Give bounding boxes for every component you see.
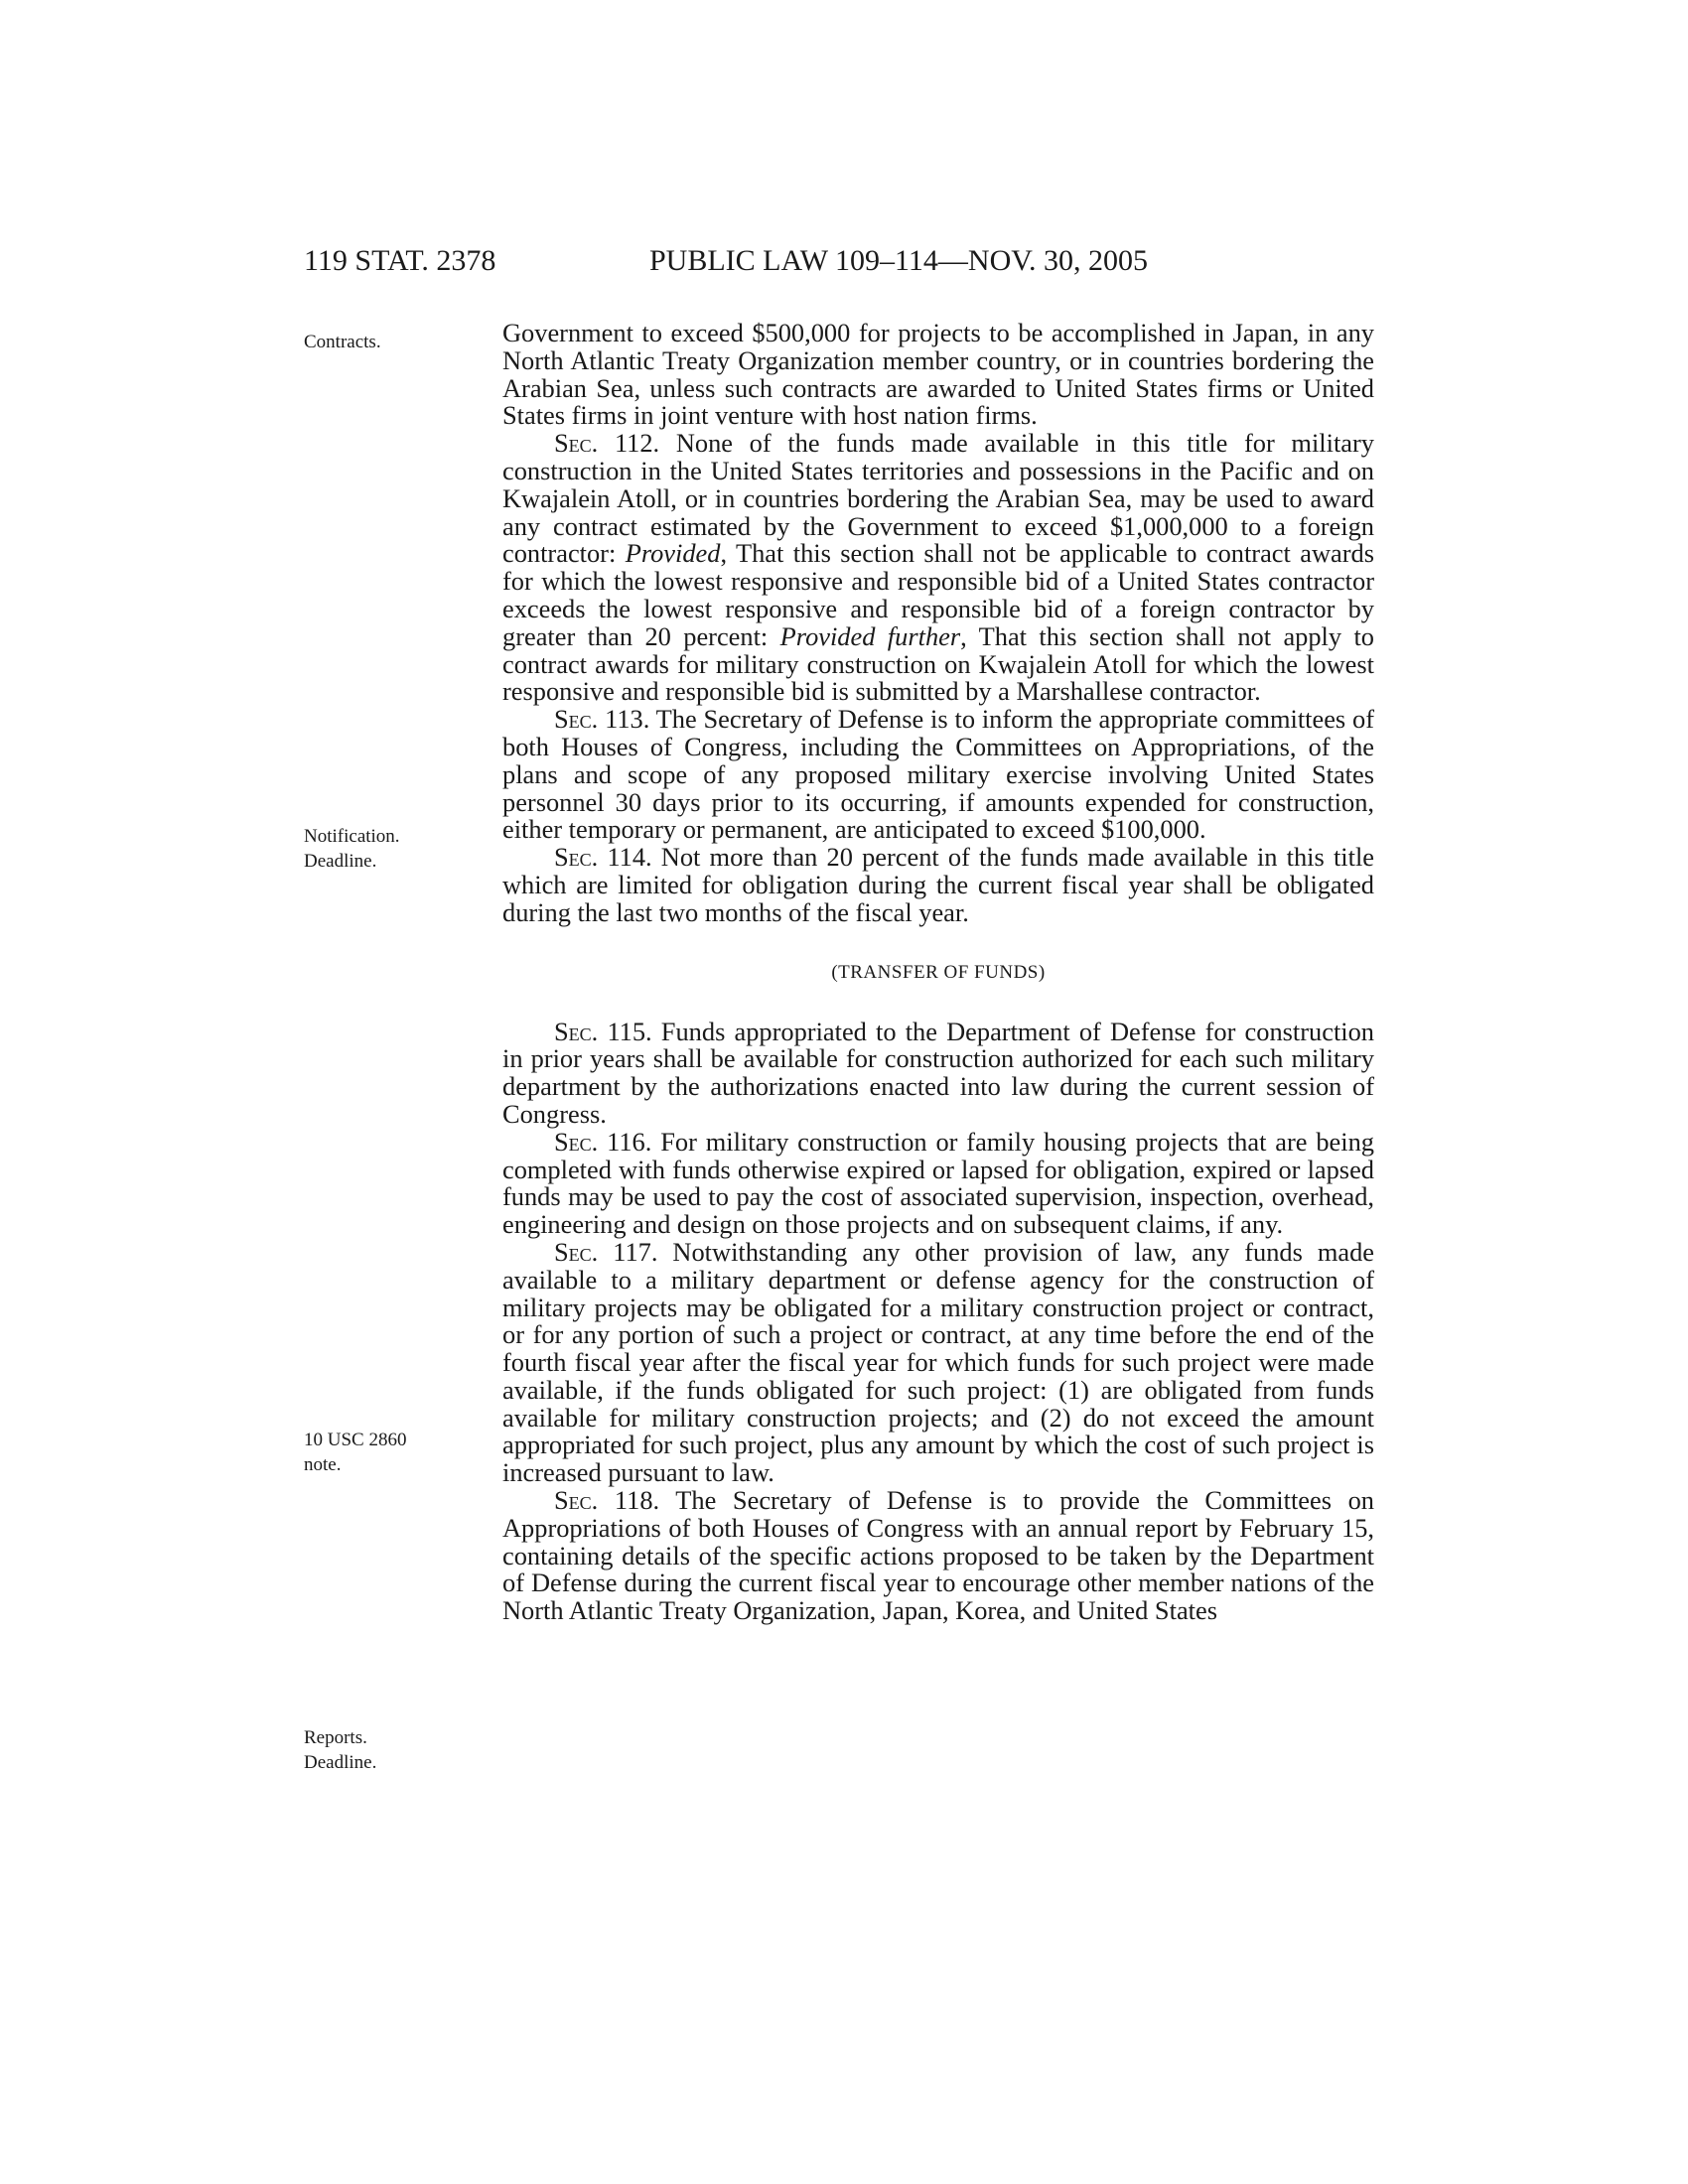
section-label: Sec. — [554, 428, 599, 459]
section-text: 118. The Secretary of Defense is to provide the Committees on Appropriations of both Houses of Congress with an annual report by February 15, containing details of the specific actions proposed to be taken by the Department of Defense during the current fiscal year to encourage other member nations of the North Atlantic Treaty Organization, Japan, Korea, and United States — [502, 1485, 1374, 1626]
margin-note-text: Reports. — [304, 1727, 367, 1748]
margin-note-contracts — [304, 330, 463, 354]
public-law-citation: PUBLIC LAW 109–114—NOV. 30, 2005 — [649, 244, 1149, 277]
section-label: Sec. — [554, 1126, 599, 1157]
section-text: None of the funds made available in this title for military construction in the United States territories and possessions in the Pacific and on Kwajalein Atoll, or in countries bordering the Arabian Sea, may be used to award any contract estimated by the Government to exceed $1,000,000 to a foreign contractor: — [502, 428, 1374, 569]
transfer-of-funds-heading: (TRANSFER OF FUNDS) — [831, 961, 1046, 983]
margin-note-text: Deadline. — [304, 1752, 377, 1773]
section-text: 117. Notwithstanding any other provision of law, any funds made available to a military department or defense agency for the construction of military projects may be obligated for a military construction project or contract, or for any portion of such a project or contract, at any time before the end of the fourth fiscal year after the fiscal year for which funds for such project were made available, if the funds obligated for such project: (1) are obligated from funds available for military construction projects; and (2) do not exceed the amount appropriated for such project, plus any amount by which the cost of such project is increased pursuant to law. — [502, 1236, 1374, 1488]
margin-note-text: 10 USC 2860 — [304, 1430, 407, 1450]
section-text: , That this section shall not be applicable to contract awards for which the lowest responsive and responsible bid of a United States contractor exceeds the lowest responsive and responsible bid of a foreign contractor by greater than 20 percent: — [502, 538, 1374, 651]
margin-note-notification-deadline — [304, 824, 463, 874]
margin-note-text: Contracts. — [304, 332, 381, 352]
proviso-term: Provided further — [779, 620, 961, 651]
section-text: 115. Funds appropriated to the Department of Defense for construction in prior years shall be available for construction authorized for each such military department by the authorizations enacted into law during the current session of Congress. — [502, 1016, 1374, 1129]
section-112 — [502, 430, 1374, 706]
section-114 — [502, 844, 1374, 926]
continued-paragraph: Government to exceed $500,000 for projects to be accomplished in Japan, in any North Atlantic Treaty Organization member country, or in countries bordering the Arabian Sea, unless such contracts are awarded to United States firms or United States firms in joint venture with host nation firms. — [502, 318, 1374, 431]
margin-note-text: Notification. — [304, 826, 400, 847]
section-text: , That this section shall not apply to contract awards for military construction on Kwajalein Atoll for which the lowest responsive and responsible bid is submitted by a Marshallese contractor. — [502, 620, 1374, 707]
margin-note-text: note. — [304, 1454, 342, 1475]
section-118 — [502, 1487, 1374, 1625]
section-label: Sec. — [554, 842, 599, 873]
section-115 — [502, 1016, 1374, 1129]
section-text: 113. The Secretary of Defense is to inform the appropriate committees of both Houses of Congress, including the Committees on Appropriations, of the plans and scope of any proposed military exercise involving United States personnel 30 days prior to its occurring, if amounts expended for construction, either temporary or permanent, are anticipated to exceed $100,000. — [502, 704, 1374, 845]
section-label: Sec. — [554, 1485, 599, 1516]
margin-note-usc-citation — [304, 1428, 463, 1477]
proviso-term: Provided — [625, 538, 721, 569]
section-116 — [502, 1126, 1374, 1240]
statute-body — [502, 320, 1374, 1625]
margin-note-reports-deadline — [304, 1725, 463, 1775]
section-113 — [502, 706, 1374, 844]
margin-note-text: Deadline. — [304, 851, 377, 872]
section-text: 114. Not more than 20 percent of the funds made available in this title which are limited for obligation during the current fiscal year shall be obligated during the last two months of the fiscal year. — [502, 842, 1374, 927]
section-label: Sec. — [554, 1236, 599, 1267]
page-header — [304, 244, 1376, 284]
statute-page-number: 119 STAT. 2378 — [304, 244, 496, 277]
section-number: 112. — [598, 428, 660, 459]
section-117 — [502, 1236, 1374, 1488]
section-text: 116. For military construction or family housing projects that are being completed with funds otherwise expired or lapsed for obligation, expired or lapsed funds may be used to pay the cost of associated supervision, inspection, overhead, engineering and design on those projects and on subsequent claims, if any. — [502, 1126, 1374, 1240]
section-label: Sec. — [554, 704, 599, 735]
section-label: Sec. — [554, 1016, 599, 1046]
